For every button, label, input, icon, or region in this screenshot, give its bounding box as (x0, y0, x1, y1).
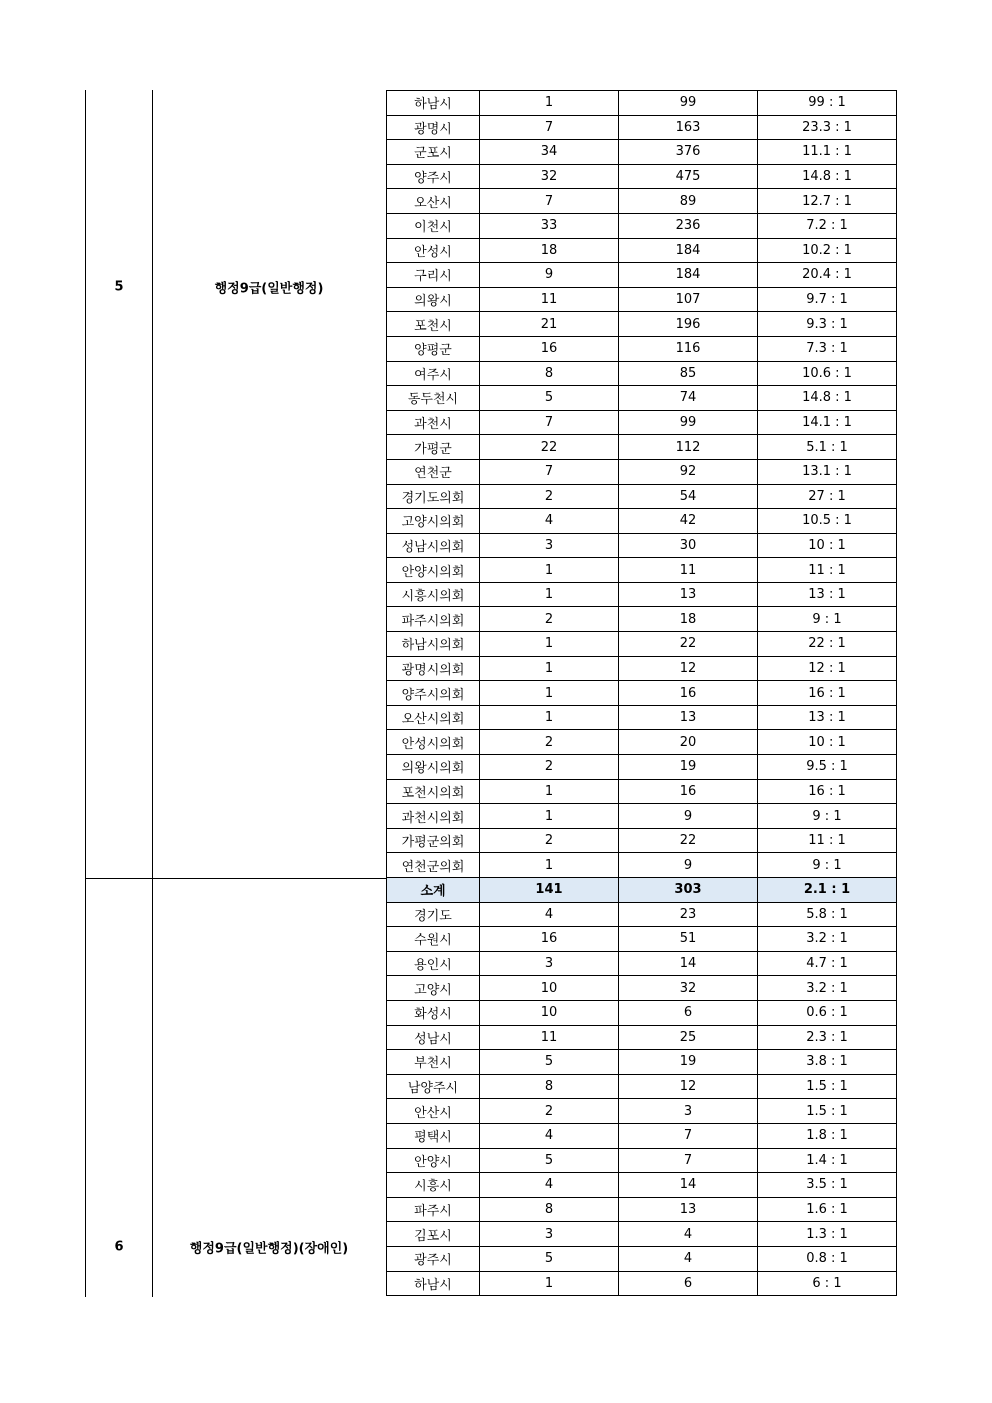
positions-cell: 8 (480, 1074, 619, 1099)
left-border (85, 90, 86, 1297)
ratio-cell: 16 : 1 (758, 779, 897, 804)
applicants-cell: 20 (619, 730, 758, 755)
table-row (387, 361, 897, 386)
positions-cell: 5 (480, 1148, 619, 1173)
table-row (387, 755, 897, 780)
ratio-cell: 27 : 1 (758, 484, 897, 509)
applicants-cell: 303 (619, 878, 758, 903)
competition-table (386, 90, 897, 1296)
positions-cell: 10 (480, 1000, 619, 1025)
org-cell: 용인시 (387, 951, 480, 976)
org-cell: 하남시 (387, 1271, 480, 1296)
table-row (387, 902, 897, 927)
org-cell: 군포시 (387, 140, 480, 165)
positions-cell: 2 (480, 1099, 619, 1124)
positions-cell: 4 (480, 902, 619, 927)
applicants-cell: 18 (619, 607, 758, 632)
positions-cell: 18 (480, 238, 619, 263)
ratio-cell: 13 : 1 (758, 705, 897, 730)
positions-cell: 32 (480, 164, 619, 189)
org-cell: 양주시의회 (387, 681, 480, 706)
org-cell: 화성시 (387, 1000, 480, 1025)
org-cell: 광명시 (387, 115, 480, 140)
ratio-cell: 3.2 : 1 (758, 976, 897, 1001)
positions-cell: 34 (480, 140, 619, 165)
ratio-cell: 11.1 : 1 (758, 140, 897, 165)
org-cell: 동두천시 (387, 386, 480, 411)
ratio-cell: 2.1 : 1 (758, 878, 897, 903)
section-divider (85, 878, 386, 879)
ratio-cell: 5.1 : 1 (758, 435, 897, 460)
positions-cell: 5 (480, 1246, 619, 1271)
org-cell: 가평군 (387, 435, 480, 460)
table-row (387, 213, 897, 238)
org-cell: 안산시 (387, 1099, 480, 1124)
positions-cell: 1 (480, 1271, 619, 1296)
ratio-cell: 14.8 : 1 (758, 386, 897, 411)
table-row (387, 459, 897, 484)
table-row (387, 386, 897, 411)
applicants-cell: 12 (619, 656, 758, 681)
positions-cell: 5 (480, 386, 619, 411)
applicants-cell: 112 (619, 435, 758, 460)
positions-cell: 2 (480, 755, 619, 780)
org-cell: 고양시의회 (387, 509, 480, 534)
positions-cell: 22 (480, 435, 619, 460)
org-cell: 파주시 (387, 1197, 480, 1222)
applicants-cell: 14 (619, 951, 758, 976)
positions-cell: 7 (480, 115, 619, 140)
applicants-cell: 107 (619, 287, 758, 312)
org-cell: 광주시 (387, 1246, 480, 1271)
ratio-cell: 14.1 : 1 (758, 410, 897, 435)
org-cell: 경기도 (387, 902, 480, 927)
ratio-cell: 9 : 1 (758, 804, 897, 829)
positions-cell: 33 (480, 213, 619, 238)
positions-cell: 11 (480, 1025, 619, 1050)
org-cell: 의왕시 (387, 287, 480, 312)
positions-cell: 1 (480, 656, 619, 681)
column-divider (152, 90, 153, 1297)
table-row (387, 164, 897, 189)
ratio-cell: 6 : 1 (758, 1271, 897, 1296)
subtotal-row (387, 878, 897, 903)
applicants-cell: 89 (619, 189, 758, 214)
positions-cell: 141 (480, 878, 619, 903)
applicants-cell: 4 (619, 1222, 758, 1247)
table-row (387, 91, 897, 116)
ratio-cell: 3.2 : 1 (758, 927, 897, 952)
table-row (387, 238, 897, 263)
applicants-cell: 3 (619, 1099, 758, 1124)
org-cell: 가평군의회 (387, 828, 480, 853)
ratio-cell: 1.5 : 1 (758, 1099, 897, 1124)
applicants-cell: 184 (619, 263, 758, 288)
positions-cell: 1 (480, 853, 619, 878)
ratio-cell: 12.7 : 1 (758, 189, 897, 214)
applicants-cell: 85 (619, 361, 758, 386)
ratio-cell: 0.6 : 1 (758, 1000, 897, 1025)
applicants-cell: 16 (619, 779, 758, 804)
ratio-cell: 10.5 : 1 (758, 509, 897, 534)
applicants-cell: 22 (619, 828, 758, 853)
positions-cell: 7 (480, 410, 619, 435)
applicants-cell: 19 (619, 1050, 758, 1075)
ratio-cell: 12 : 1 (758, 656, 897, 681)
positions-cell: 1 (480, 705, 619, 730)
org-cell: 연천군의회 (387, 853, 480, 878)
ratio-cell: 13.1 : 1 (758, 459, 897, 484)
section-5-name: 행정9급(일반행정) (214, 281, 324, 297)
applicants-cell: 6 (619, 1000, 758, 1025)
org-cell: 안양시의회 (387, 558, 480, 583)
table-row (387, 951, 897, 976)
table-row (387, 1173, 897, 1198)
table-row (387, 558, 897, 583)
positions-cell: 10 (480, 976, 619, 1001)
table-row (387, 533, 897, 558)
table-row (387, 927, 897, 952)
org-cell: 시흥시의회 (387, 582, 480, 607)
org-cell: 포천시 (387, 312, 480, 337)
positions-cell: 8 (480, 1197, 619, 1222)
section-5-number: 5 (114, 279, 124, 295)
org-cell: 연천군 (387, 459, 480, 484)
org-cell: 포천시의회 (387, 779, 480, 804)
org-cell: 성남시 (387, 1025, 480, 1050)
applicants-cell: 42 (619, 509, 758, 534)
positions-cell: 2 (480, 484, 619, 509)
org-cell: 이천시 (387, 213, 480, 238)
positions-cell: 1 (480, 804, 619, 829)
table-row (387, 804, 897, 829)
org-cell: 의왕시의회 (387, 755, 480, 780)
applicants-cell: 116 (619, 336, 758, 361)
table-row (387, 1197, 897, 1222)
ratio-cell: 10.6 : 1 (758, 361, 897, 386)
applicants-cell: 13 (619, 1197, 758, 1222)
table-row (387, 287, 897, 312)
org-cell: 양평군 (387, 336, 480, 361)
applicants-cell: 9 (619, 804, 758, 829)
ratio-cell: 1.3 : 1 (758, 1222, 897, 1247)
applicants-cell: 6 (619, 1271, 758, 1296)
org-cell: 고양시 (387, 976, 480, 1001)
org-cell: 오산시 (387, 189, 480, 214)
ratio-cell: 1.6 : 1 (758, 1197, 897, 1222)
table-row (387, 853, 897, 878)
ratio-cell: 99 : 1 (758, 91, 897, 116)
applicants-cell: 30 (619, 533, 758, 558)
org-cell: 하남시의회 (387, 632, 480, 657)
ratio-cell: 5.8 : 1 (758, 902, 897, 927)
positions-cell: 4 (480, 509, 619, 534)
org-cell: 파주시의회 (387, 607, 480, 632)
table-row (387, 115, 897, 140)
positions-cell: 8 (480, 361, 619, 386)
ratio-cell: 9.5 : 1 (758, 755, 897, 780)
table-row (387, 1148, 897, 1173)
org-cell: 안성시의회 (387, 730, 480, 755)
applicants-cell: 54 (619, 484, 758, 509)
org-cell: 성남시의회 (387, 533, 480, 558)
ratio-cell: 10 : 1 (758, 533, 897, 558)
org-cell: 부천시 (387, 1050, 480, 1075)
table-row (387, 263, 897, 288)
positions-cell: 3 (480, 951, 619, 976)
table-row (387, 1000, 897, 1025)
table-row (387, 607, 897, 632)
ratio-cell: 9 : 1 (758, 607, 897, 632)
positions-cell: 16 (480, 336, 619, 361)
applicants-cell: 184 (619, 238, 758, 263)
positions-cell: 2 (480, 828, 619, 853)
applicants-cell: 23 (619, 902, 758, 927)
table-row (387, 705, 897, 730)
ratio-cell: 11 : 1 (758, 828, 897, 853)
table-row (387, 1050, 897, 1075)
applicants-cell: 196 (619, 312, 758, 337)
ratio-cell: 9 : 1 (758, 853, 897, 878)
table-row (387, 779, 897, 804)
table-row (387, 656, 897, 681)
applicants-cell: 13 (619, 582, 758, 607)
table-row (387, 1074, 897, 1099)
positions-cell: 7 (480, 459, 619, 484)
table-row (387, 976, 897, 1001)
applicants-cell: 99 (619, 410, 758, 435)
ratio-cell: 9.7 : 1 (758, 287, 897, 312)
table-row (387, 410, 897, 435)
org-cell: 소계 (387, 878, 480, 903)
org-cell: 안양시 (387, 1148, 480, 1173)
ratio-cell: 20.4 : 1 (758, 263, 897, 288)
ratio-cell: 1.8 : 1 (758, 1123, 897, 1148)
ratio-cell: 4.7 : 1 (758, 951, 897, 976)
positions-cell: 4 (480, 1173, 619, 1198)
applicants-cell: 7 (619, 1123, 758, 1148)
applicants-cell: 236 (619, 213, 758, 238)
ratio-cell: 14.8 : 1 (758, 164, 897, 189)
positions-cell: 1 (480, 632, 619, 657)
ratio-cell: 7.2 : 1 (758, 213, 897, 238)
table-body (387, 91, 897, 1296)
positions-cell: 4 (480, 1123, 619, 1148)
org-cell: 과천시의회 (387, 804, 480, 829)
table-row (387, 582, 897, 607)
table-row (387, 1123, 897, 1148)
table-row (387, 730, 897, 755)
org-cell: 평택시 (387, 1123, 480, 1148)
ratio-cell: 10 : 1 (758, 730, 897, 755)
ratio-cell: 7.3 : 1 (758, 336, 897, 361)
positions-cell: 3 (480, 533, 619, 558)
table-row (387, 336, 897, 361)
ratio-cell: 10.2 : 1 (758, 238, 897, 263)
applicants-cell: 51 (619, 927, 758, 952)
table-row (387, 509, 897, 534)
applicants-cell: 99 (619, 91, 758, 116)
positions-cell: 2 (480, 607, 619, 632)
section-6-number: 6 (114, 1239, 124, 1255)
positions-cell: 9 (480, 263, 619, 288)
ratio-cell: 11 : 1 (758, 558, 897, 583)
section-6-name: 행정9급(일반행정)(장애인) (189, 1241, 349, 1257)
org-cell: 경기도의회 (387, 484, 480, 509)
positions-cell: 1 (480, 558, 619, 583)
positions-cell: 11 (480, 287, 619, 312)
applicants-cell: 22 (619, 632, 758, 657)
org-cell: 오산시의회 (387, 705, 480, 730)
table-row (387, 1099, 897, 1124)
applicants-cell: 92 (619, 459, 758, 484)
positions-cell: 16 (480, 927, 619, 952)
applicants-cell: 13 (619, 705, 758, 730)
table-row (387, 1246, 897, 1271)
org-cell: 하남시 (387, 91, 480, 116)
applicants-cell: 9 (619, 853, 758, 878)
ratio-cell: 13 : 1 (758, 582, 897, 607)
ratio-cell: 9.3 : 1 (758, 312, 897, 337)
table-row (387, 312, 897, 337)
org-cell: 남양주시 (387, 1074, 480, 1099)
positions-cell: 3 (480, 1222, 619, 1247)
positions-cell: 1 (480, 582, 619, 607)
table-row (387, 435, 897, 460)
ratio-cell: 23.3 : 1 (758, 115, 897, 140)
ratio-cell: 3.5 : 1 (758, 1173, 897, 1198)
table-row (387, 484, 897, 509)
table-row (387, 1025, 897, 1050)
applicants-cell: 376 (619, 140, 758, 165)
table-row (387, 828, 897, 853)
org-cell: 과천시 (387, 410, 480, 435)
table-row (387, 681, 897, 706)
positions-cell: 21 (480, 312, 619, 337)
applicants-cell: 7 (619, 1148, 758, 1173)
org-cell: 여주시 (387, 361, 480, 386)
ratio-cell: 2.3 : 1 (758, 1025, 897, 1050)
applicants-cell: 475 (619, 164, 758, 189)
org-cell: 안성시 (387, 238, 480, 263)
applicants-cell: 25 (619, 1025, 758, 1050)
ratio-cell: 3.8 : 1 (758, 1050, 897, 1075)
applicants-cell: 163 (619, 115, 758, 140)
ratio-cell: 22 : 1 (758, 632, 897, 657)
ratio-cell: 1.5 : 1 (758, 1074, 897, 1099)
org-cell: 김포시 (387, 1222, 480, 1247)
positions-cell: 1 (480, 91, 619, 116)
applicants-cell: 19 (619, 755, 758, 780)
ratio-cell: 0.8 : 1 (758, 1246, 897, 1271)
applicants-cell: 11 (619, 558, 758, 583)
table-row (387, 1222, 897, 1247)
org-cell: 시흥시 (387, 1173, 480, 1198)
applicants-cell: 14 (619, 1173, 758, 1198)
positions-cell: 7 (480, 189, 619, 214)
org-cell: 양주시 (387, 164, 480, 189)
applicants-cell: 16 (619, 681, 758, 706)
applicants-cell: 74 (619, 386, 758, 411)
ratio-cell: 16 : 1 (758, 681, 897, 706)
positions-cell: 1 (480, 681, 619, 706)
table-row (387, 140, 897, 165)
positions-cell: 1 (480, 779, 619, 804)
ratio-cell: 1.4 : 1 (758, 1148, 897, 1173)
applicants-cell: 32 (619, 976, 758, 1001)
table-row (387, 632, 897, 657)
applicants-cell: 4 (619, 1246, 758, 1271)
table-row (387, 189, 897, 214)
org-cell: 수원시 (387, 927, 480, 952)
positions-cell: 5 (480, 1050, 619, 1075)
table-row (387, 1271, 897, 1296)
applicants-cell: 12 (619, 1074, 758, 1099)
org-cell: 구리시 (387, 263, 480, 288)
positions-cell: 2 (480, 730, 619, 755)
org-cell: 광명시의회 (387, 656, 480, 681)
